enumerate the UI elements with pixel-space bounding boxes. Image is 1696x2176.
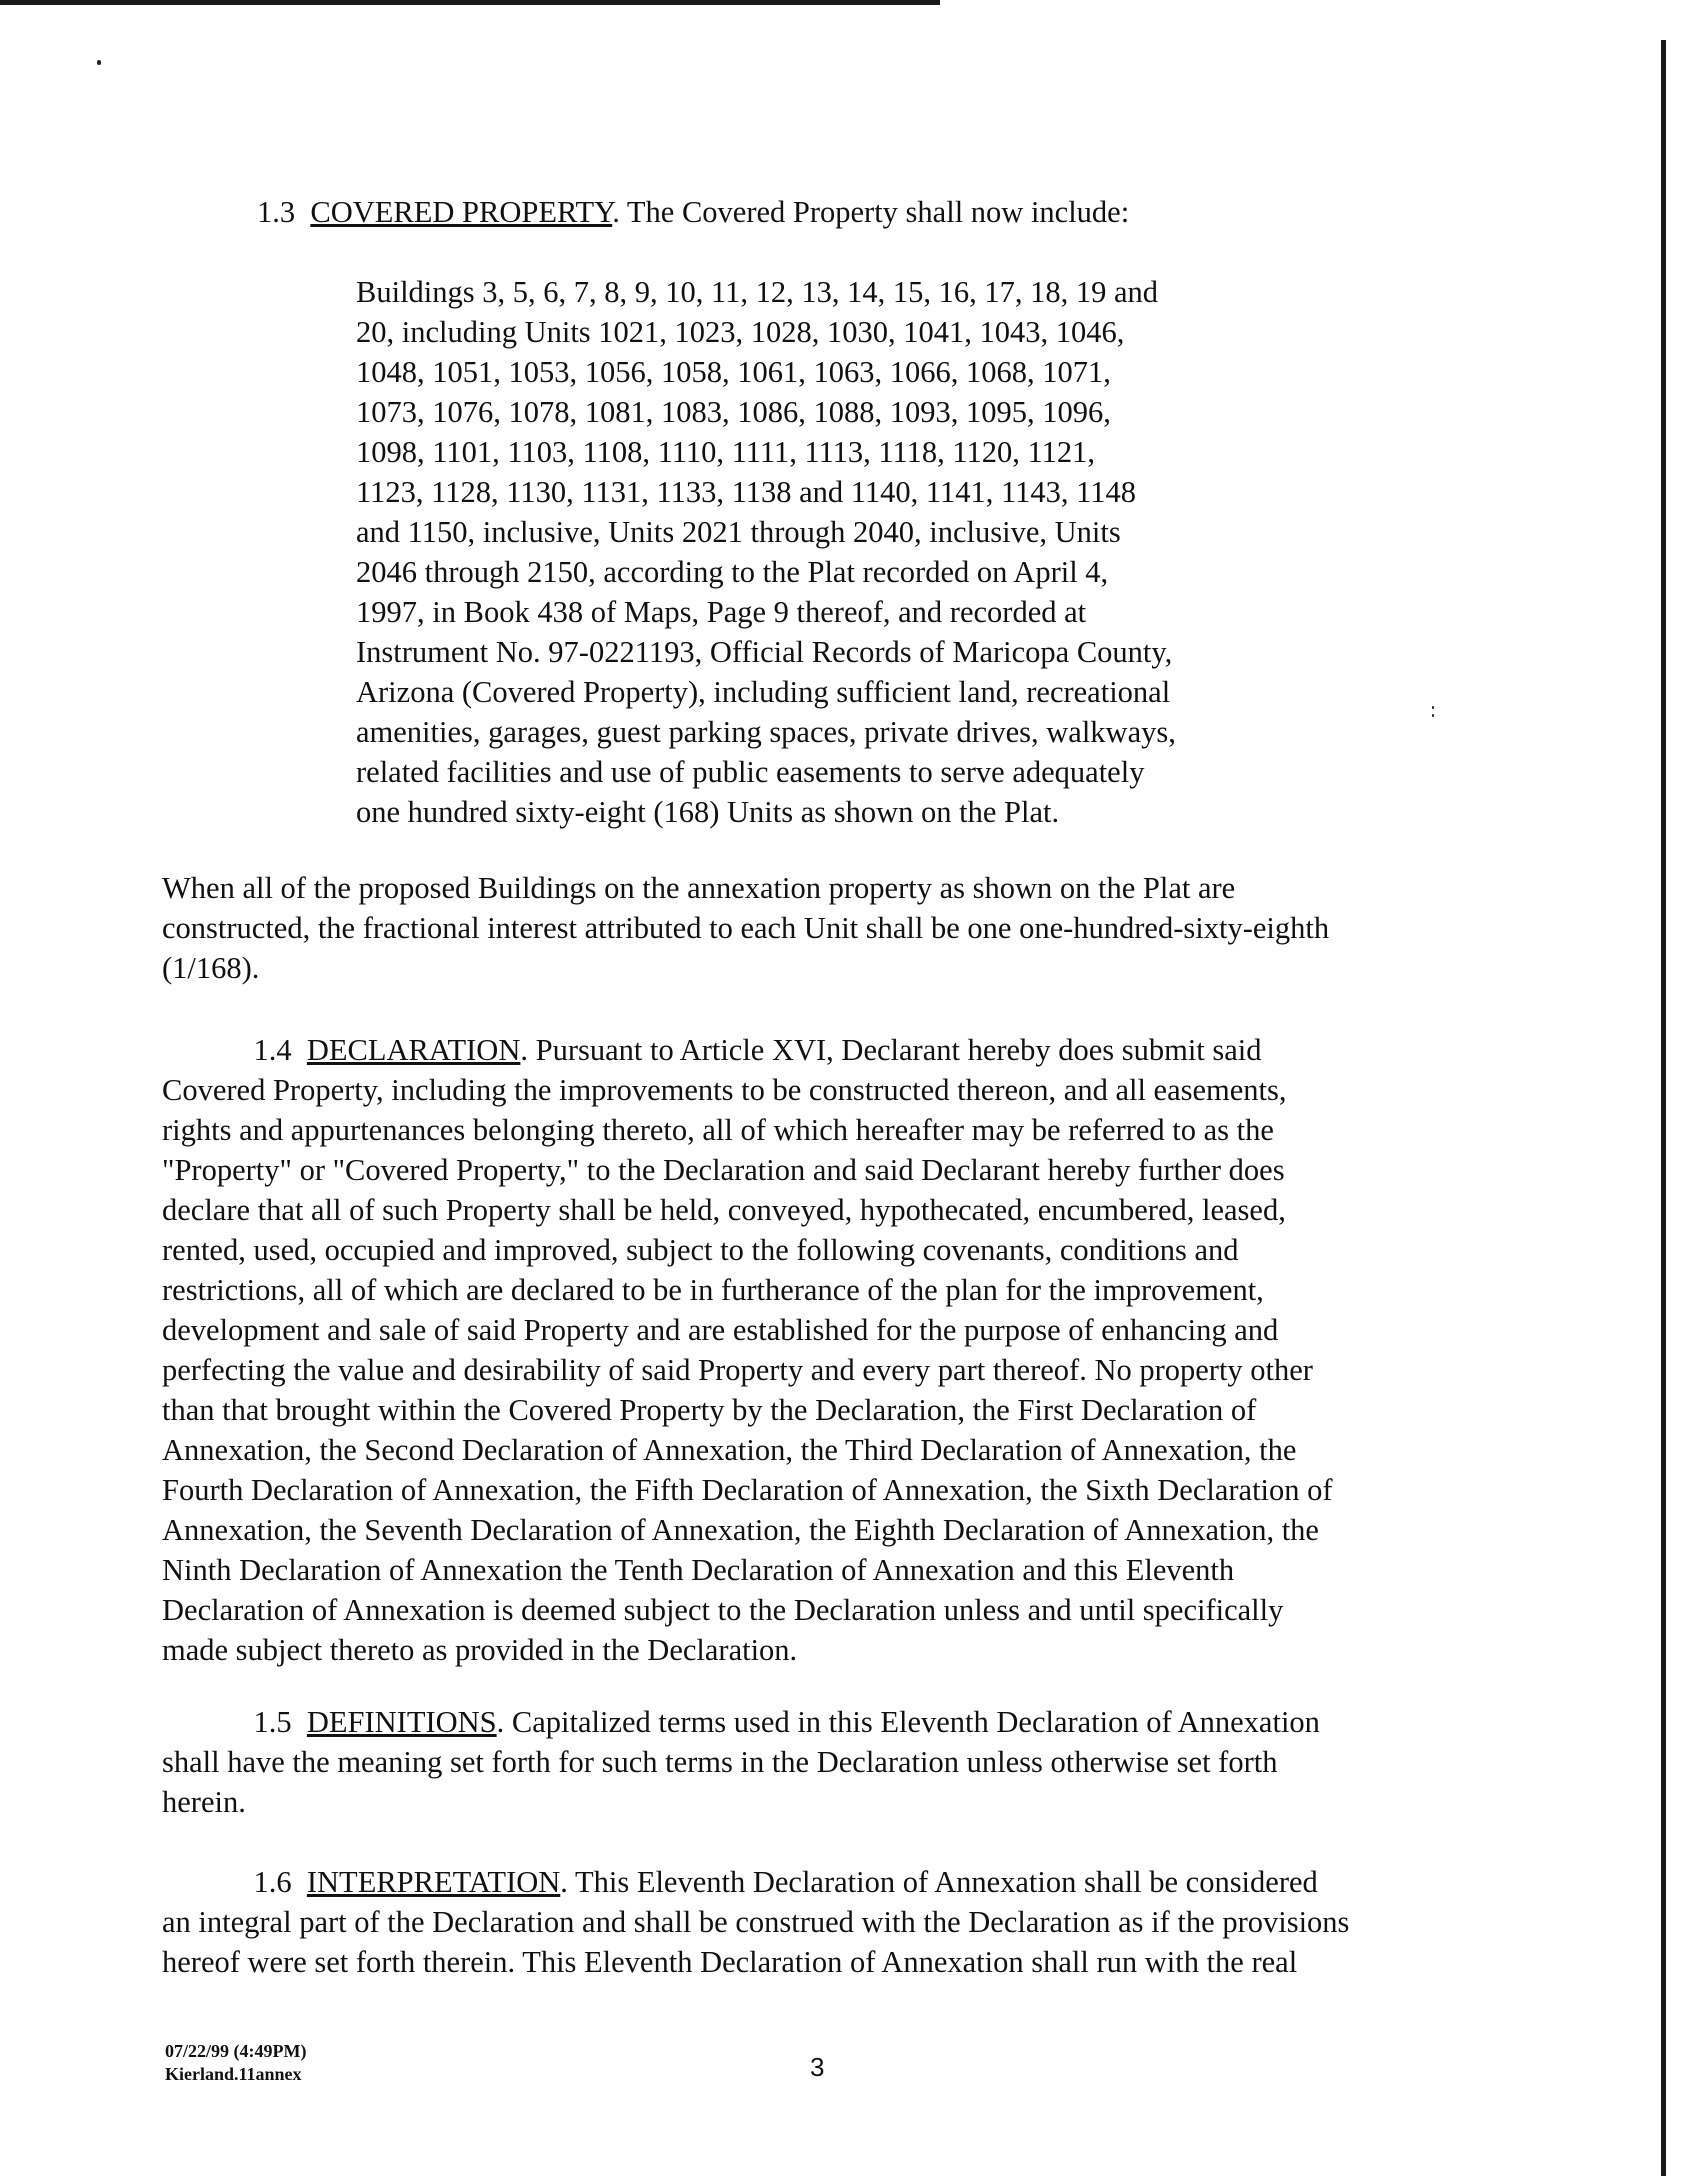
text-line: shall have the meaning set forth for such terms in the Declaration unless otherwise set forth: [162, 1745, 1278, 1779]
text-line: When all of the proposed Buildings on the annexation property as shown on the Plat are: [162, 871, 1236, 905]
text-line: than that brought within the Covered Property by the Declaration, the First Declaration of: [162, 1393, 1257, 1427]
scan-speck: [1432, 706, 1434, 709]
scan-top-edge: [0, 0, 940, 5]
text-line: constructed, the fractional interest attributed to each Unit shall be one one-hundred-sixty-eighth: [162, 911, 1330, 945]
section-title: COVERED PROPERTY: [310, 195, 613, 229]
section-1-5-paragraph: [162, 1702, 1462, 1822]
section-1-6-paragraph: [162, 1862, 1462, 1982]
text-line: development and sale of said Property and are established for the purpose of enhancing and: [162, 1313, 1279, 1347]
text-line: Annexation, the Second Declaration of Annexation, the Third Declaration of Annexation, the: [162, 1433, 1297, 1467]
section-intro: . The Covered Property shall now include:: [612, 195, 1130, 229]
section-title: INTERPRETATION: [306, 1865, 561, 1899]
scan-speck: [1432, 714, 1434, 717]
section-first-line: [162, 1702, 1462, 1742]
text-line: rented, used, occupied and improved, subject to the following covenants, conditions and: [162, 1233, 1239, 1267]
text-line: one hundred sixty-eight (168) Units as shown on the Plat.: [356, 795, 1060, 829]
footer-filename: Kierland.11annex: [165, 2064, 302, 2084]
page-number: 3: [810, 2052, 825, 2082]
document-footer: [165, 2040, 306, 2086]
section-number: 1.6: [253, 1865, 292, 1899]
text-line: Instrument No. 97-0221193, Official Records of Maricopa County,: [356, 635, 1173, 669]
section-text: . Pursuant to Article XVI, Declarant hereby does submit said: [520, 1033, 1262, 1067]
text-line: related facilities and use of public easements to serve adequately: [356, 755, 1145, 789]
text-line: 20, including Units 1021, 1023, 1028, 1030, 1041, 1043, 1046,: [356, 315, 1125, 349]
text-line: Covered Property, including the improvements to be constructed thereon, and all easements,: [162, 1073, 1287, 1107]
section-1-3-heading: [257, 192, 1129, 232]
section-first-line: [162, 1862, 1462, 1902]
text-line: hereof were set forth therein. This Eleventh Declaration of Annexation shall run with the real: [162, 1945, 1298, 1979]
text-line: restrictions, all of which are declared to be in furtherance of the plan for the improvement,: [162, 1273, 1264, 1307]
text-line: "Property" or "Covered Property," to the Declaration and said Declarant hereby further does: [162, 1153, 1285, 1187]
text-line: Buildings 3, 5, 6, 7, 8, 9, 10, 11, 12, 13, 14, 15, 16, 17, 18, 19 and: [356, 275, 1159, 309]
text-line: Annexation, the Seventh Declaration of Annexation, the Eighth Declaration of Annexation, the: [162, 1513, 1319, 1547]
text-line: 1048, 1051, 1053, 1056, 1058, 1061, 1063, 1066, 1068, 1071,: [356, 355, 1111, 389]
text-line: (1/168).: [162, 951, 260, 985]
text-line: Fourth Declaration of Annexation, the Fifth Declaration of Annexation, the Sixth Declaration of: [162, 1473, 1333, 1507]
text-line: made subject thereto as provided in the Declaration.: [162, 1633, 798, 1667]
text-line: an integral part of the Declaration and shall be construed with the Declaration as if the provisions: [162, 1905, 1350, 1939]
text-line: herein.: [162, 1785, 246, 1819]
section-number: 1.5: [253, 1705, 292, 1739]
footer-date: 07/22/99 (4:49PM): [165, 2041, 307, 2061]
section-title: DEFINITIONS: [306, 1705, 497, 1739]
section-1-4-paragraph: [162, 1030, 1462, 1670]
section-text: . Capitalized terms used in this Eleventh Declaration of Annexation: [496, 1705, 1320, 1739]
section-number: 1.3: [257, 195, 296, 229]
text-line: Ninth Declaration of Annexation the Tenth Declaration of Annexation and this Eleventh: [162, 1553, 1235, 1587]
scan-speck: [97, 60, 101, 65]
text-line: Arizona (Covered Property), including sufficient land, recreational: [356, 675, 1171, 709]
section-text: . This Eleventh Declaration of Annexation shall be considered: [560, 1865, 1318, 1899]
scan-right-edge: [1661, 40, 1666, 2176]
text-line: 1997, in Book 438 of Maps, Page 9 thereof, and recorded at: [356, 595, 1087, 629]
text-line: amenities, garages, guest parking spaces, private drives, walkways,: [356, 715, 1176, 749]
text-line: and 1150, inclusive, Units 2021 through 2040, inclusive, Units: [356, 515, 1121, 549]
covered-property-description: [356, 272, 1276, 832]
text-line: Declaration of Annexation is deemed subject to the Declaration unless and until specifically: [162, 1593, 1284, 1627]
text-line: 1073, 1076, 1078, 1081, 1083, 1086, 1088, 1093, 1095, 1096,: [356, 395, 1111, 429]
text-line: 2046 through 2150, according to the Plat recorded on April 4,: [356, 555, 1109, 589]
section-title: DECLARATION: [306, 1033, 521, 1067]
text-line: declare that all of such Property shall be held, conveyed, hypothecated, encumbered, leased,: [162, 1193, 1286, 1227]
section-first-line: [162, 1030, 1462, 1070]
section-number: 1.4: [253, 1033, 292, 1067]
text-line: rights and appurtenances belonging thereto, all of which hereafter may be referred to as the: [162, 1113, 1274, 1147]
text-line: perfecting the value and desirability of said Property and every part thereof. No property other: [162, 1353, 1313, 1387]
text-line: 1123, 1128, 1130, 1131, 1133, 1138 and 1140, 1141, 1143, 1148: [356, 475, 1136, 509]
text-line: 1098, 1101, 1103, 1108, 1110, 1111, 1113, 1118, 1120, 1121,: [356, 435, 1096, 469]
fractional-interest-paragraph: [162, 868, 1462, 988]
